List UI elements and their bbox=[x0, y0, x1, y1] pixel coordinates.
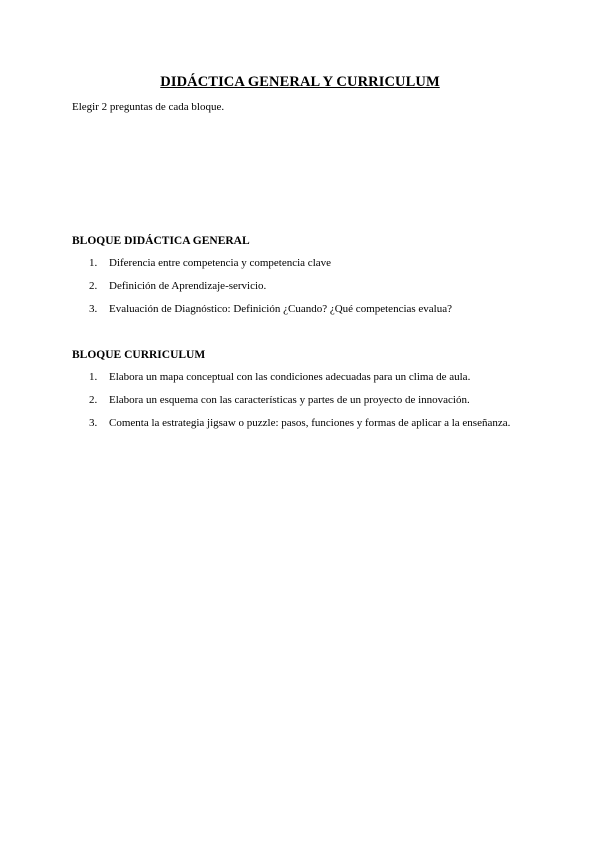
item-text: Elabora un mapa conceptual con las condiciones adecuadas para un clima de aula. bbox=[109, 371, 471, 383]
item-text: Evaluación de Diagnóstico: Definición ¿Cuando? ¿Qué competencias evalua? bbox=[109, 303, 453, 315]
item-number: 3. bbox=[89, 303, 98, 315]
item-number: 1. bbox=[89, 257, 98, 269]
item-number: 1. bbox=[89, 371, 98, 383]
item-text: Diferencia entre competencia y competencia clave bbox=[109, 257, 332, 269]
item-text: Definición de Aprendizaje-servicio. bbox=[109, 280, 267, 292]
list-item bbox=[72, 417, 542, 430]
item-number: 2. bbox=[89, 394, 98, 406]
list-item bbox=[72, 371, 542, 384]
item-number: 3. bbox=[89, 417, 98, 429]
block-curriculum bbox=[72, 349, 542, 440]
item-number: 2. bbox=[89, 280, 98, 292]
question-list bbox=[72, 257, 542, 316]
document-title: DIDÁCTICA GENERAL Y CURRICULUM bbox=[160, 74, 440, 90]
list-item bbox=[72, 257, 542, 270]
block-heading: BLOQUE DIDÁCTICA GENERAL bbox=[72, 235, 250, 247]
block-heading: BLOQUE CURRICULUM bbox=[72, 349, 206, 361]
block-didactica-general bbox=[72, 235, 542, 326]
list-item bbox=[72, 394, 542, 407]
item-text: Elabora un esquema con las características y partes de un proyecto de innovación. bbox=[109, 394, 470, 406]
list-item bbox=[72, 303, 542, 316]
item-text: Comenta la estrategia jigsaw o puzzle: pasos, funciones y formas de aplicar a la enseñanza. bbox=[109, 417, 511, 429]
list-item bbox=[72, 280, 542, 293]
question-list bbox=[72, 371, 542, 430]
intro-text: Elegir 2 preguntas de cada bloque. bbox=[72, 101, 225, 113]
